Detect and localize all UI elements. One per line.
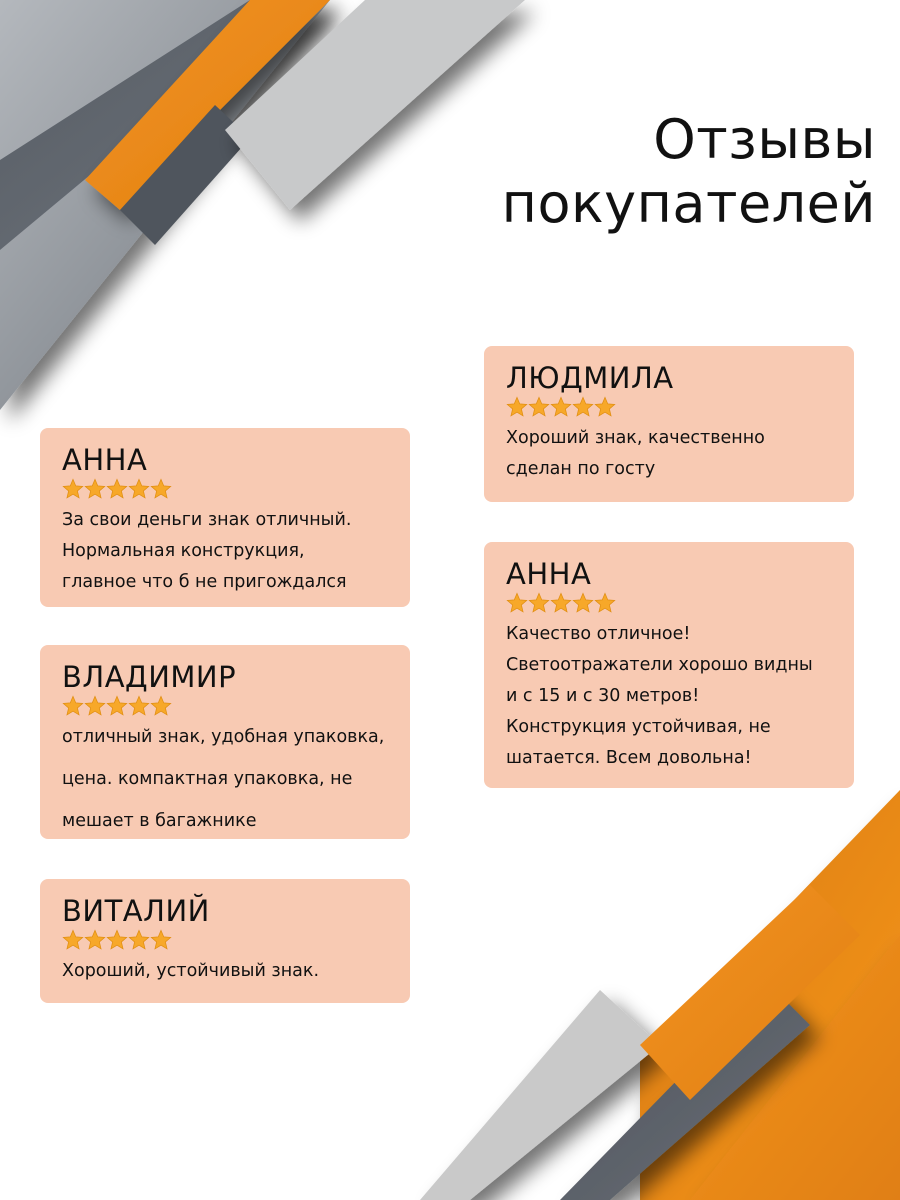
reviewer-name: АННА (62, 443, 148, 477)
star-icon (62, 695, 84, 717)
star-icon (128, 929, 150, 951)
review-text-line: Светоотражатели хорошо видны (506, 655, 813, 675)
review-text-line: мешает в багажнике (62, 811, 257, 831)
reviewer-name: ЛЮДМИЛА (506, 361, 674, 395)
star-icon (594, 396, 616, 418)
review-text-line: За свои деньги знак отличный. (62, 510, 352, 530)
rating-stars (62, 478, 392, 502)
star-icon (62, 929, 84, 951)
star-icon (572, 396, 594, 418)
review-text-line: сделан по госту (506, 459, 656, 479)
review-text-line: Хороший знак, качественно (506, 428, 765, 448)
rating-stars (506, 592, 836, 616)
review-text-line: главное что б не пригождался (62, 572, 347, 592)
review-text (62, 505, 392, 598)
review-text-line: Конструкция устойчивая, не (506, 717, 771, 737)
review-text-line: цена. компактная упаковка, не (62, 769, 353, 789)
reviewer-name: ВИТАЛИЙ (62, 894, 210, 928)
review-card (40, 428, 410, 607)
review-text (62, 956, 392, 987)
star-icon (106, 478, 128, 500)
star-icon (62, 478, 84, 500)
star-icon (150, 478, 172, 500)
review-card (484, 542, 854, 788)
star-icon (128, 478, 150, 500)
star-icon (106, 929, 128, 951)
review-card (40, 879, 410, 1003)
review-text (62, 716, 392, 842)
review-text (506, 619, 836, 774)
star-icon (572, 592, 594, 614)
page-title-line-2: покупателей (501, 172, 876, 235)
review-text-line: отличный знак, удобная упаковка, (62, 727, 385, 747)
review-text-line: шатается. Всем довольна! (506, 748, 752, 768)
star-icon (150, 695, 172, 717)
star-icon (506, 592, 528, 614)
star-icon (506, 396, 528, 418)
review-card (40, 645, 410, 839)
star-icon (84, 478, 106, 500)
star-icon (528, 396, 550, 418)
star-icon (550, 592, 572, 614)
star-icon (150, 929, 172, 951)
review-text-line: Хороший, устойчивый знак. (62, 961, 320, 981)
review-text-line: Качество отличное! (506, 624, 691, 644)
rating-stars (506, 396, 836, 420)
star-icon (550, 396, 572, 418)
star-icon (128, 695, 150, 717)
review-text-line: Нормальная конструкция, (62, 541, 305, 561)
reviewer-name: АННА (506, 557, 592, 591)
star-icon (106, 695, 128, 717)
page-title (502, 108, 876, 236)
page-title-line-1: Отзывы (653, 108, 876, 171)
review-text (506, 423, 836, 485)
review-text-line: и с 15 и с 30 метров! (506, 686, 700, 706)
star-icon (594, 592, 616, 614)
star-icon (84, 929, 106, 951)
star-icon (84, 695, 106, 717)
star-icon (528, 592, 550, 614)
rating-stars (62, 929, 392, 953)
reviewer-name: ВЛАДИМИР (62, 660, 237, 694)
review-card (484, 346, 854, 502)
